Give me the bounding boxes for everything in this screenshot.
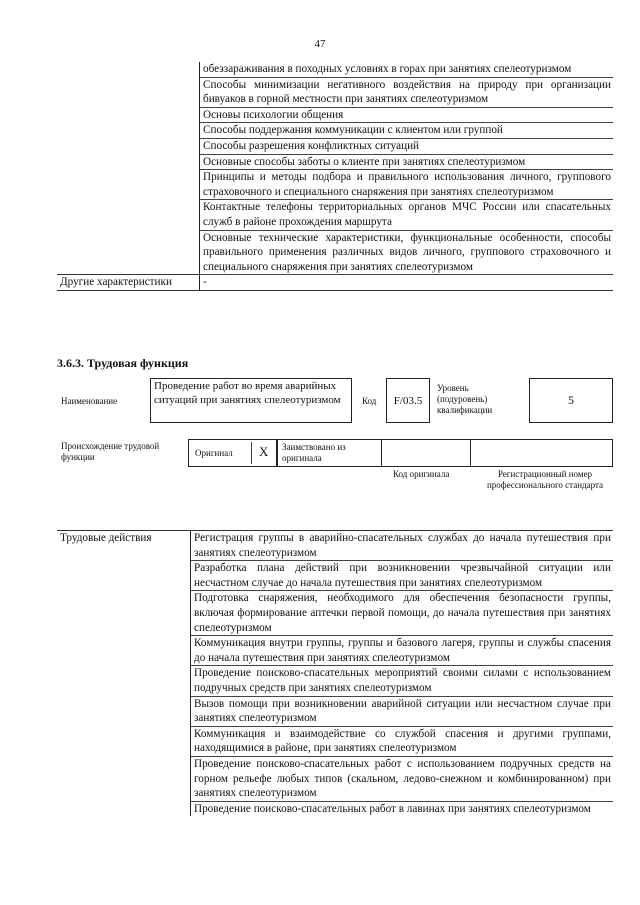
level-value-box: 5 bbox=[529, 378, 613, 423]
labor-action-item: Коммуникация внутри группы, группы и базового лагеря, группы и службы спасения до начала путешествия при занятиях спелеотуризмом bbox=[191, 636, 614, 666]
other-characteristics-value: - bbox=[200, 275, 614, 291]
knowledge-item: Способы разрешения конфликтных ситуаций bbox=[200, 138, 614, 154]
original-mark: X bbox=[259, 444, 269, 459]
function-code-box: F/03.5 bbox=[386, 378, 430, 423]
labor-action-item: Регистрация группы в аварийно-спасательных службах до начала путешествия при занятиях спелеотуризмом bbox=[191, 531, 614, 561]
knowledge-item: Способы поддержания коммуникации с клиентом или группой bbox=[200, 123, 614, 139]
function-name-box: Проведение работ во время аварийных ситуаций при занятиях спелеотуризмом bbox=[150, 378, 352, 423]
labor-actions-table bbox=[57, 530, 613, 816]
knowledge-item: Основные технические характеристики, функциональные особенности, способы правильного применения различных видов личного, группового страховочного и специального снаряжения при занятиях спелеотуризмом bbox=[200, 230, 614, 275]
name-label: Наименование bbox=[61, 396, 118, 406]
labor-action-item: Вызов помощи при возникновении аварийной ситуации или несчастном случае при занятиях спелеотуризмом bbox=[191, 696, 614, 726]
labor-action-item: Проведение поисково-спасательных мероприятий своими силами с использованием подручных средств при занятиях спелеотуризмом bbox=[191, 666, 614, 696]
knowledge-continuation-table bbox=[57, 62, 613, 291]
labor-action-item: Проведение поисково-спасательных работ в лавинах при занятиях спелеотуризмом bbox=[194, 802, 591, 815]
page-number: 47 bbox=[314, 38, 326, 50]
section-title: 3.6.3. Трудовая функция bbox=[57, 356, 189, 370]
knowledge-item: обеззараживания в походных условиях в горах при занятиях спелеотуризмом bbox=[200, 62, 614, 77]
code-label: Код bbox=[362, 396, 377, 406]
labor-action-item: Коммуникация и взаимодействие со службой спасения и другими группами, находящимися в районе, при занятиях спелеотуризмом bbox=[191, 726, 614, 756]
knowledge-label-cell bbox=[57, 62, 200, 275]
knowledge-item: Принципы и методы подбора и правильного использования личного, группового страховочного и специального снаряжения при занятиях спелеотуризмом bbox=[200, 170, 614, 200]
original-box bbox=[188, 439, 277, 467]
borrowed-box: Заимствовано из оригинала bbox=[277, 439, 382, 467]
labor-action-item: Разработка плана действий при возникновении чрезвычайной ситуации или несчастном случае до начала путешествия при занятиях спелеотуризмом bbox=[191, 561, 614, 591]
knowledge-item: Основные способы заботы о клиенте при занятиях спелеотуризмом bbox=[200, 154, 614, 170]
registration-number-label: Регистрационный номер профессионального стандарта bbox=[486, 469, 604, 490]
knowledge-item: Способы минимизации негативного воздействия на природу при организации бивуаков в горной местности при занятиях спелеотуризмом bbox=[200, 77, 614, 107]
knowledge-item: Основы психологии общения bbox=[200, 107, 614, 123]
origin-label: Происхождение трудовой функции bbox=[61, 441, 160, 462]
original-divider bbox=[251, 442, 252, 464]
labor-action-item: Проведение поисково-спасательных работ с использованием подручных средств на горном рельефе любых типов (скальном, ледово-снежном и комбинированном) при занятиях спелеотуризмом bbox=[191, 756, 614, 801]
knowledge-item: Контактные телефоны территориальных органов МЧС России или спасательных служб в районе прохождения маршрута bbox=[200, 200, 614, 230]
other-characteristics-label: Другие характеристики bbox=[57, 275, 200, 291]
original-code-box bbox=[382, 439, 470, 467]
registration-number-box bbox=[470, 439, 613, 467]
labor-action-item: Подготовка снаряжения, необходимого для обеспечения безопасности группы, включая формирование аптечки первой помощи, до начала путешествия при занятиях спелеотуризмом bbox=[191, 591, 614, 636]
level-label: Уровень (подуровень) квалификации bbox=[437, 383, 493, 415]
labor-actions-label: Трудовые действия bbox=[57, 531, 191, 817]
original-code-label: Код оригинала bbox=[393, 469, 450, 479]
original-label: Оригинал bbox=[195, 448, 233, 458]
